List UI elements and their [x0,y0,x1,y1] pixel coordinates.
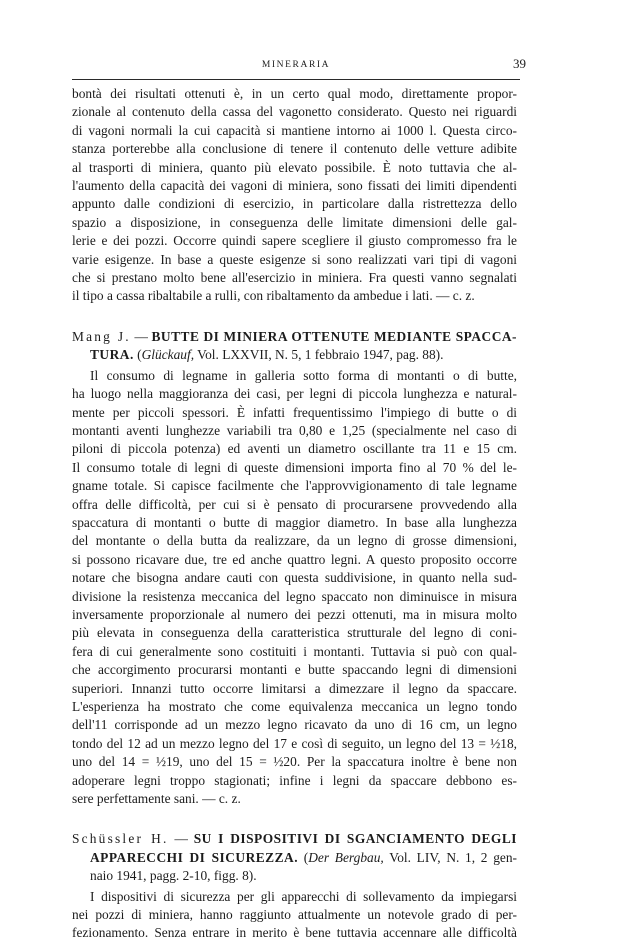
text-line: che si prestano molto bene all'esercizio in miniera. Fra questi vanno segnalati [72,270,517,286]
heading-line [72,849,517,867]
text-line: di vagoni normali la cui capacità si mantiene intorno ai 1000 l. Questa circo- [72,122,517,138]
text-line: stanza porterebbe alla conclusione di tenere il contenuto delle vetture adibite [72,141,517,157]
text-line: L'esperienza ha mostrato che come equivalenza meccanica un legno tondo [72,699,517,714]
article-heading [72,328,517,365]
source-open: ( [133,347,142,363]
text-line: piloni di piccola potenza) ed aventi un diametro oscillante tra 11 e 15 cm. [72,441,517,457]
article-title: BUTTE DI MINIERA OTTENUTE MEDIANTE SPACCA- [151,328,518,344]
article-title-cont: APPARECCHI DI SICUREZZA. [90,849,299,865]
source-journal: Glückauf, [141,347,195,363]
heading-line [72,830,517,848]
heading-line [72,346,517,364]
text-line: superiori. Innanzi tutto occorre limitarsi a dimezzare il legno da spaccare. [72,680,517,696]
text-line: zionale al contenuto della cassa del vagonetto considerato. Questo nei riguardi [72,104,517,120]
heading-dash: — [168,831,194,847]
article-heading [72,830,517,885]
text-line: appunto dalle condizioni di esercizio, in particolare dalla ristrettezza dello [72,196,517,212]
source-details: Vol. LXXVII, N. 5, 1 febbraio 1947, pag. 88). [194,347,444,363]
heading-line [72,328,517,346]
source-details: Vol. LIV, N. 1, 2 gen- [383,849,518,865]
article-body [72,367,517,809]
text-line: sere perfettamente sani. — c. z. [72,791,241,807]
text-line: fera di cui generalmente sono costituiti i montanti. Tuttavia si può con qual- [72,643,517,659]
text-line: divisione la resistenza meccanica del legno spaccato non diminuisce in misura [72,588,517,604]
text-line: spaccatura di montanti o butte di maggior diametro. In base alla lunghezza [72,514,517,530]
text-line: fezionamento. Senza entrare in merito è bene tuttavia accennare alle difficoltà [72,925,517,941]
text-line: inversamente proporzionale al numero dei pezzi ottenuti, ma in misura molto [72,606,517,622]
heading-dash: — [130,328,152,344]
running-title: MINERARIA [261,60,331,70]
source-journal: Der Bergbau, [308,849,384,865]
intro-paragraph [72,85,517,306]
text-line: montanti aventi lunghezze variabili tra 0,80 e 1,25 (specialmente nel caso di [72,422,517,438]
article-title: SU I DISPOSITIVI DI SGANCIAMENTO DEGLI [193,831,517,847]
text-line: spazio a disposizione, in conseguenza delle limitate dimensioni delle gal- [72,214,517,230]
text-line: del montante o della butta da realizzare, da un legno di grosse dimensioni, [72,533,517,549]
text-line: gname totale. Si capisce facilmente che l'approvvigionamento di tale legname [72,478,517,494]
text-line: nei pozzi di miniera, hanno raggiunto attualmente un notevole grado di per- [72,907,517,923]
text-line: varie esigenze. In base a queste esigenze si sono realizzati vari tipi di vagoni [72,251,517,267]
header-rule [72,79,520,80]
text-line: dell'11 corrisponde ad un mezzo legno ricavato da uno di 16 cm, un legno [72,717,517,733]
text-line: Il consumo totale di legni di queste dimensioni importa fino al 70 % del le- [72,459,517,475]
text-line: ha luogo nella maggioranza dei casi, per legni di piccola lunghezza e natural- [72,386,517,402]
source-open: ( [298,849,309,865]
text-line: al trasporti di miniera, quanto più elevato possibile. È noto tuttavia che al- [72,159,517,175]
text-line: l'aumento della capacità dei vagoni di miniera, sono fissati dei limiti dipendenti [72,178,517,194]
article-author: Mang J. [72,328,131,344]
text-line: uno del 14 = ½19, uno del 15 = ½20. Per la spaccatura inoltre è bene non [72,754,517,770]
page-body [72,85,517,943]
text-line: che accorgimento procurarsi montanti e butte spaccando legni di dimensioni [72,662,517,678]
text-line: adoperare legni troppo stagionati; infine i legni da spaccare debbono es- [72,772,517,788]
article-author: Schüssler H. [72,831,169,847]
text-line: offra delle difficoltà, per cui si è pensato di procurarsene provvedendo alla [72,496,517,512]
text-line: mente per piccoli spessori. È infatti frequentissimo l'impiego di butte o di [72,404,517,420]
text-line: notare che bisogna andare cauti con questa suddivisione, in quanto nella sud- [72,570,517,586]
text-line: Il consumo di legname in galleria sotto forma di montanti o di butte, [90,367,517,383]
text-line: tondo del 12 ad un mezzo legno del 17 e così di seguito, un legno del 13 = ½18, [72,735,517,751]
heading-line: naio 1941, pagg. 2-10, figg. 8). [90,868,257,884]
text-line: bontà dei risultati ottenuti è, in un certo qual modo, direttamente propor- [72,86,517,101]
text-line: si possono ricavare due, tre ed anche quattro legni. A questo proposito occorre [72,551,517,567]
text-line: lerie e dei pozzi. Occorre quindi sapere scegliere il giusto compromesso fra le [72,233,517,249]
page-number: 39 [513,56,526,71]
running-header [72,56,526,76]
article-body [72,888,517,943]
article-title-cont: TURA. [90,347,134,363]
text-line: I dispositivi di sicurezza per gli apparecchi di sollevamento da impiegarsi [90,888,517,904]
text-line: il tipo a cassa ribaltabile a rulli, con ribaltamento da ambedue i lati. — c. z. [72,288,475,304]
text-line: più elevata in conseguenza della caratteristica strutturale del legno di coni- [72,625,517,641]
